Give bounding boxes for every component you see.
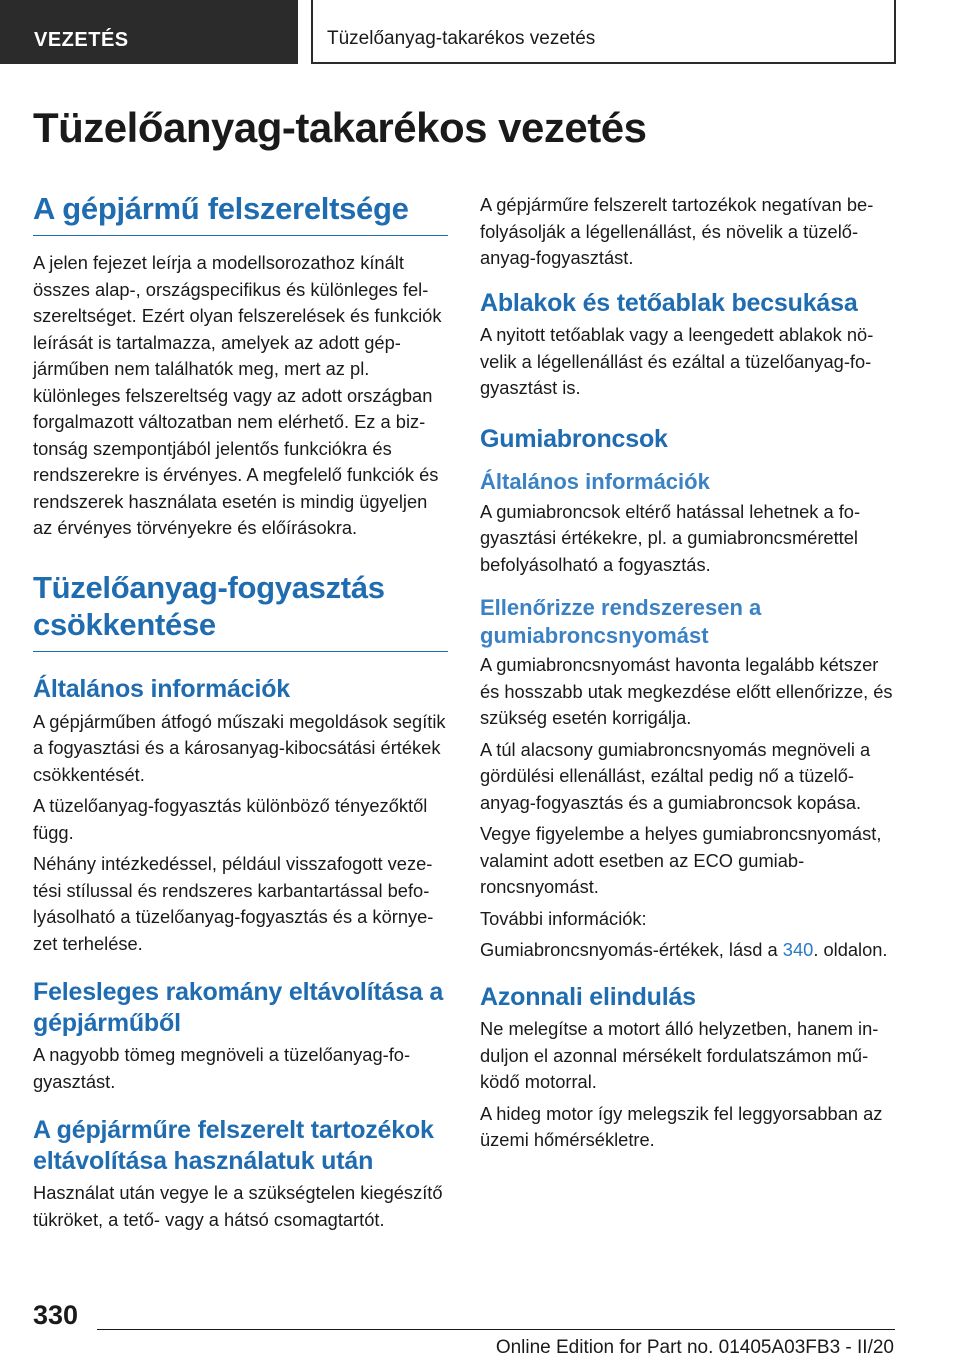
page-title: Tüzelőanyag-takarékos vezetés xyxy=(33,104,647,151)
paragraph-more-info: További információk: xyxy=(480,907,647,929)
page-number: 330 xyxy=(33,1300,79,1330)
heading-general-info: Általános információk xyxy=(33,675,290,704)
footer-edition: Online Edition for Part no. 01405A03FB3 - II/20 xyxy=(495,1337,894,1358)
heading-start-immediately: Azonnali elindulás xyxy=(480,982,696,1011)
paragraph-start-1: Ne melegítse a motort álló helyzetben, hanem induljon el azonnal mérsékelt fordulatszámon működő motorral. xyxy=(480,1018,879,1092)
heading-equipment: A gépjármű felszereltsége xyxy=(33,190,448,236)
heading-close-windows: Ablakok és tetőablak becsukása xyxy=(480,288,858,317)
paragraph-pressure-3: Vegye figyelembe a helyes gumiabroncsnyomást, valamint adott esetben az ECO gumiabroncsnyomást. xyxy=(480,823,882,897)
page-link-340[interactable]: 340 xyxy=(782,939,814,960)
heading-tyres: Gumiabroncsok xyxy=(480,424,668,453)
paragraph-general-2: A tüzelőanyag-fogyasztás különböző tényezőktől függ. xyxy=(33,795,428,843)
paragraph-pressure-reference xyxy=(480,937,895,964)
paragraph-general-1: A gépjárműben átfogó műszaki megoldások segítik a fogyasztási és a károsanyag-kibocsátási értékek csökkentését. xyxy=(33,710,446,785)
heading-fuel-reduction: Tüzelőanyag-fogyasztás csökkentése xyxy=(33,569,448,652)
paragraph-pressure-2: A túl alacsony gumiabroncsnyomás megnöveli a gördülési ellenállást, ezáltal pedig nő a tüzelőanyag-fogyasztás és a gumiabroncsok kopása. xyxy=(480,738,871,813)
reference-text: Gumiabroncsnyomás-értékek, lásd a xyxy=(480,939,783,960)
section-tab: VEZETÉS xyxy=(0,0,298,64)
paragraph-accessories-continued: A gépjárműre felszerelt tartozékok negatívan befolyásolják a légellenállást, és növelik a tüzelőanyag-fogyasztást. xyxy=(480,194,874,268)
paragraph-pressure-1: A gumiabroncsnyomást havonta legalább kétszer és hosszabb utak megkezdése előtt ellenőrizze, és szükség esetén korrigálja. xyxy=(480,654,893,728)
paragraph-general-3: Néhány intézkedéssel, például visszafogott vezetési stílussal és rendszeres karbantartással befolyásolható a tüzelőanyag-fogyasztás és a környezet terhelése. xyxy=(33,853,434,954)
paragraph-tyres-general: A gumiabroncsok eltérő hatással lehetnek a fogyasztási értékekre, pl. a gumiabroncsmérettel befolyásolható a fogyasztás. xyxy=(480,500,861,575)
paragraph-close-windows: A nyitott tetőablak vagy a leengedett ablakok növelik a légellenállást és ezáltal a tüzelőanyag-fogyasztást is. xyxy=(480,324,874,398)
reference-suffix: . oldalon. xyxy=(813,939,888,960)
right-column xyxy=(480,192,895,1154)
footer-divider xyxy=(97,1329,895,1330)
heading-remove-accessories: A gépjárműre felszerelt tartozékok eltávolítása használatuk után xyxy=(33,1116,434,1175)
heading-remove-load: Felesleges rakomány eltávolítása a gépjárműből xyxy=(33,978,444,1037)
page-header xyxy=(0,0,960,66)
left-column xyxy=(33,190,448,1233)
paragraph-start-2: A hideg motor így melegszik fel leggyorsabban az üzemi hőmérsékletre. xyxy=(480,1102,883,1150)
paragraph-remove-load: A nagyobb tömeg megnöveli a tüzelőanyag-fogyasztást. xyxy=(33,1044,411,1092)
paragraph-remove-accessories: Használat után vegye le a szükségtelen kiegészítő tükröket, a tető- vagy a hátsó csomagtartót. xyxy=(33,1182,443,1230)
topic-label: Tüzelőanyag-takarékos vezetés xyxy=(311,0,896,64)
heading-tyres-general: Általános információk xyxy=(480,469,710,494)
paragraph-equipment: A jelen fejezet leírja a modellsorozathoz kínált összes alap-, országspecifikus és különleges felszereltséget. Ezért olyan felszerelések és funkciók leírását is tartalmazza, amelyek az adott gépjárműben nem találhatók meg, mert az pl. különleges felszereltség vagy az adott országban forgalmazott változatban nem elérhető. Ez a biztonság szempontjából jelentős funkciókra és rendszerekre is érvényes. A megfelelő funkciók és rendszerek használata esetén is mindig ügyeljen az érvényes törvényekre és előírásokra. xyxy=(33,252,442,539)
heading-check-pressure: Ellenőrizze rendszeresen a gumiabroncsnyomást xyxy=(480,595,762,648)
